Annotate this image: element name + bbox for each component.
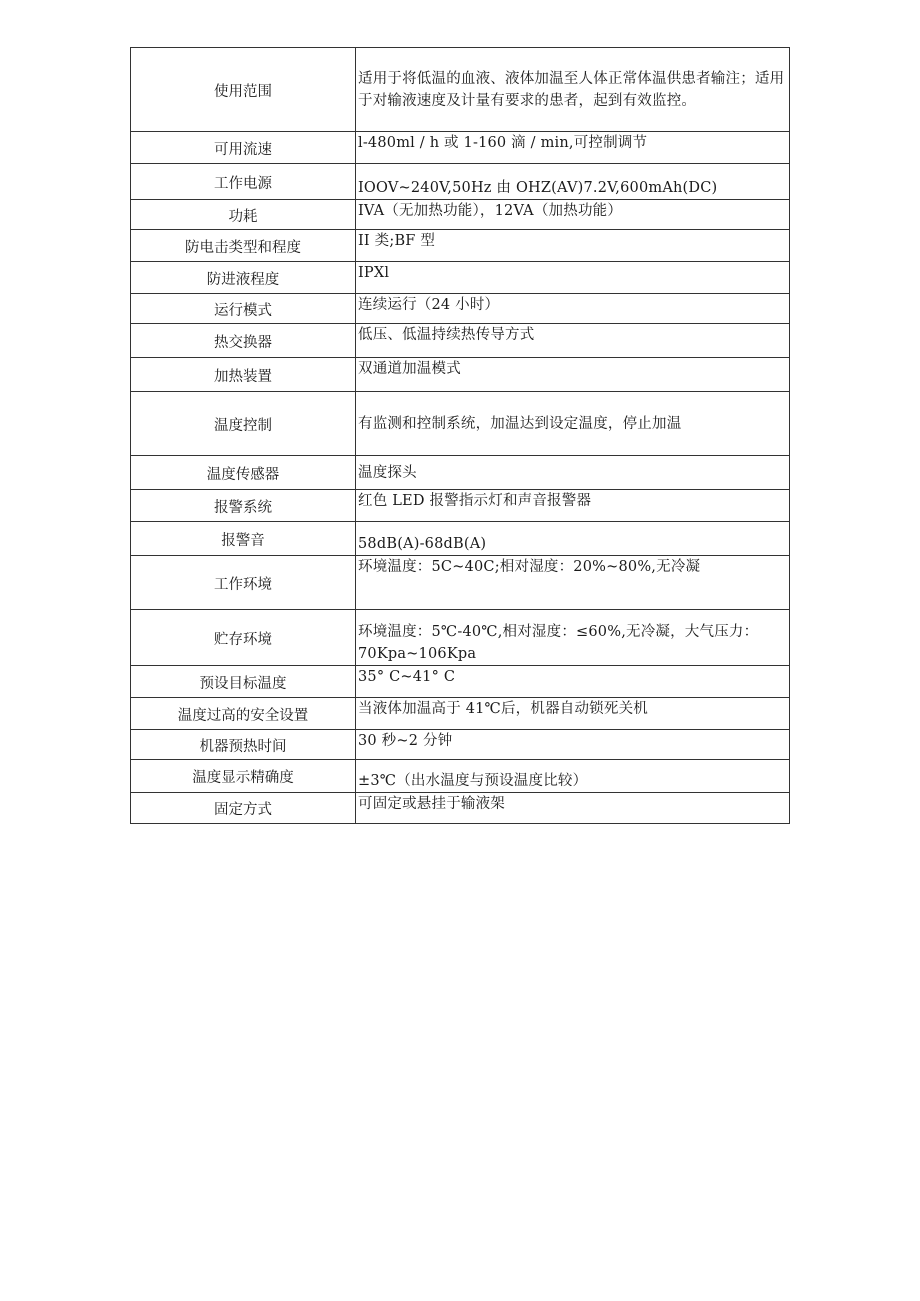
- row-label: 预设目标温度: [131, 666, 356, 698]
- row-value: IOOV~240V,50Hz 由 OHZ(AV)7.2V,600mAh(DC): [356, 164, 790, 200]
- table-row: [131, 760, 790, 793]
- table-row: [131, 793, 790, 824]
- row-value: IVA（无加热功能），12VA（加热功能）: [356, 200, 790, 230]
- row-value: IPXl: [356, 262, 790, 294]
- row-value: 当液体加温高于 41℃后，机器自动锁死关机: [356, 698, 790, 730]
- row-value: 温度探头: [356, 456, 790, 490]
- row-label: 固定方式: [131, 793, 356, 824]
- table-row: [131, 324, 790, 358]
- table-row: [131, 698, 790, 730]
- row-label: 报警音: [131, 522, 356, 556]
- table-row: [131, 132, 790, 164]
- row-value: ±3℃（出水温度与预设温度比较）: [356, 760, 790, 793]
- row-label: 贮存环境: [131, 610, 356, 666]
- table-row: [131, 200, 790, 230]
- row-label: 运行模式: [131, 294, 356, 324]
- spec-table: [130, 47, 790, 824]
- row-label: 温度传感器: [131, 456, 356, 490]
- row-value: 红色 LED 报警指示灯和声音报警器: [356, 490, 790, 522]
- row-label: 防进液程度: [131, 262, 356, 294]
- row-label: 温度过高的安全设置: [131, 698, 356, 730]
- table-row: [131, 456, 790, 490]
- row-value: 有监测和控制系统，加温达到设定温度，停止加温: [356, 392, 790, 456]
- table-row: [131, 294, 790, 324]
- row-label: 温度控制: [131, 392, 356, 456]
- row-label: 加热装置: [131, 358, 356, 392]
- row-label: 温度显示精确度: [131, 760, 356, 793]
- row-value: 35° C~41° C: [356, 666, 790, 698]
- row-value: II 类;BF 型: [356, 230, 790, 262]
- row-label: 功耗: [131, 200, 356, 230]
- table-row: [131, 230, 790, 262]
- table-row: [131, 610, 790, 666]
- table-row: [131, 164, 790, 200]
- row-value: 可固定或悬挂于输液架: [356, 793, 790, 824]
- row-value: 双通道加温模式: [356, 358, 790, 392]
- table-row: [131, 522, 790, 556]
- row-label: 防电击类型和程度: [131, 230, 356, 262]
- table-row: [131, 262, 790, 294]
- table-row: [131, 48, 790, 132]
- row-value: 适用于将低温的血液、液体加温至人体正常体温供患者输注；适用于对输液速度及计量有要求的患者，起到有效监控。: [356, 48, 790, 132]
- row-value: 环境温度：5C~40C;相对湿度：20%~80%,无冷凝: [356, 556, 790, 610]
- row-label: 使用范围: [131, 48, 356, 132]
- row-label: 工作环境: [131, 556, 356, 610]
- table-row: [131, 556, 790, 610]
- row-value: 环境温度：5℃-40℃,相对湿度：≤60%,无冷凝，大气压力：70Kpa~106Kpa: [356, 610, 790, 666]
- row-label: 可用流速: [131, 132, 356, 164]
- row-value: 连续运行（24 小时）: [356, 294, 790, 324]
- table-row: [131, 730, 790, 760]
- row-label: 机器预热时间: [131, 730, 356, 760]
- row-label: 热交换器: [131, 324, 356, 358]
- row-value: l-480ml / h 或 1-160 滴 / min,可控制调节: [356, 132, 790, 164]
- table-row: [131, 666, 790, 698]
- row-label: 报警系统: [131, 490, 356, 522]
- table-row: [131, 392, 790, 456]
- row-value: 低压、低温持续热传导方式: [356, 324, 790, 358]
- table-row: [131, 358, 790, 392]
- table-row: [131, 490, 790, 522]
- row-value: 30 秒~2 分钟: [356, 730, 790, 760]
- row-label: 工作电源: [131, 164, 356, 200]
- row-value: 58dB(A)-68dB(A): [356, 522, 790, 556]
